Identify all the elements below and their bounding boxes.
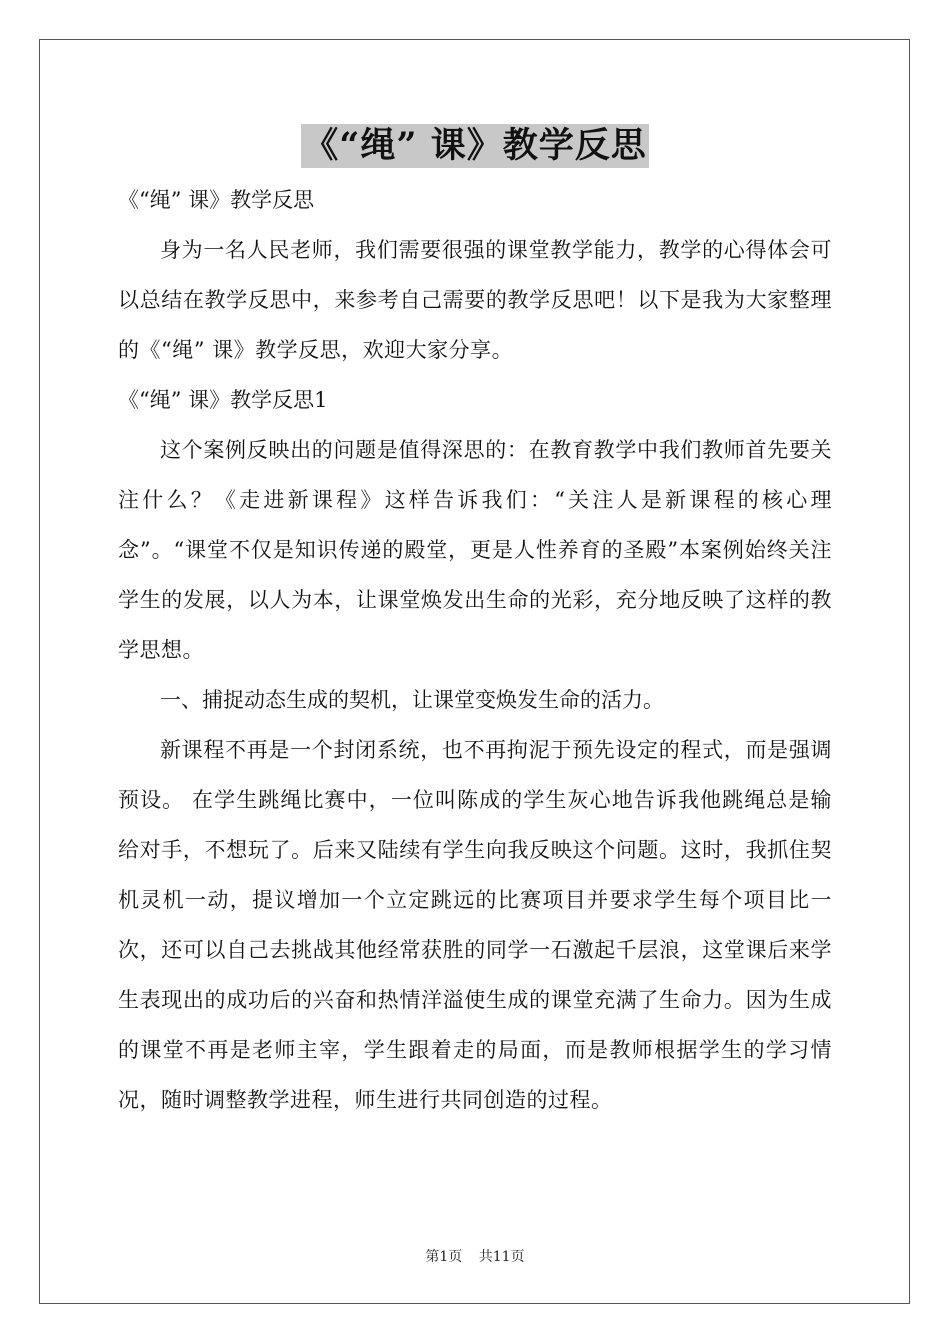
- intro-paragraph: 身为一名人民老师，我们需要很强的课堂教学能力，教学的心得体会可以总结在教学反思中，来参考自己需要的教学反思吧！以下是我为大家整理的《“绳” 课》教学反思，欢迎大家分享。: [118, 238, 832, 362]
- body-paragraph-2: 新课程不再是一个封闭系统，也不再拘泥于预先设定的程式，而是强调预设。 在学生跳绳比赛中，一位叫陈成的学生灰心地告诉我他跳绳总是输给对手，不想玩了。后来又陆续有学生向我反映这个问题。这时，我抓住契机灵机一动，提议增加一个立定跳远的比赛项目并要求学生每个项目比一次，还可以自己去挑战其他经常获胜的同学一石激起千层浪，这堂课后来学生表现出的成功后的兴奋和热情洋溢使生成的课堂充满了生命力。因为生成的课堂不再是老师主宰，学生跟着走的局面，而是教师根据学生的学习情况，随时调整教学进程，师生进行共同创造的过程。: [118, 738, 832, 1112]
- body-paragraph-1: 这个案例反映出的问题是值得深思的：在教育教学中我们教师首先要关注什么？《走进新课程》这样告诉我们：“关注人是新课程的核心理念”。“课堂不仅是知识传递的殿堂，更是人性养育的圣殿”本案例始终关注学生的发展，以人为本，让课堂焕发出生命的光彩，充分地反映了这样的教学思想。: [118, 438, 832, 662]
- page-footer: [0, 1248, 950, 1266]
- page-number-total: 共11页: [478, 1249, 525, 1265]
- body-subheading: 一、捕捉动态生成的契机，让课堂变焕发生命的活力。: [160, 688, 664, 712]
- document-subtitle: 《“绳” 课》教学反思: [118, 188, 315, 212]
- document-body: [118, 175, 832, 1125]
- document-title: 《“绳” 课》教学反思: [303, 125, 647, 166]
- section-heading: 《“绳” 课》教学反思1: [118, 388, 328, 412]
- title-container: [0, 124, 950, 168]
- page-number-current: 第1页: [425, 1249, 463, 1265]
